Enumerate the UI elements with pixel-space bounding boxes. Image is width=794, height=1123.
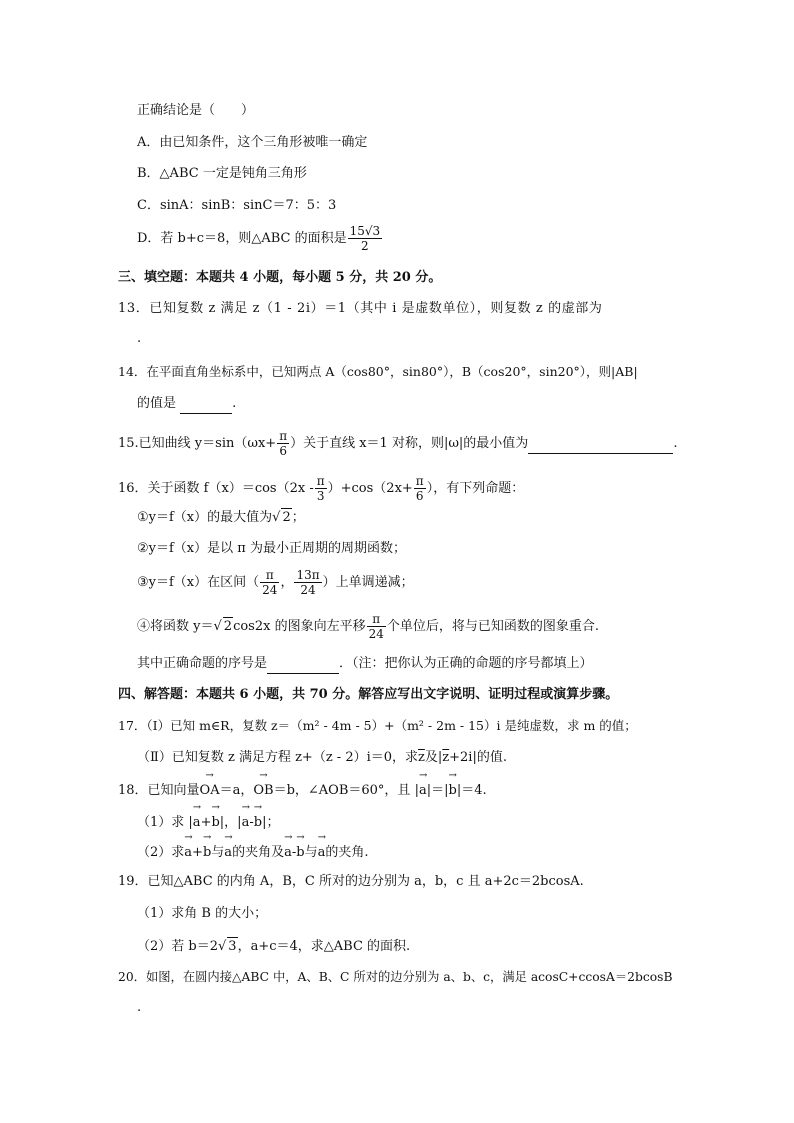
q16-item-3-end: ）上单调递减；	[322, 575, 414, 590]
q16-text-post: ），有下列命题：	[426, 481, 525, 496]
fraction-numerator: π	[415, 474, 424, 488]
q16-item-3-sep: ，	[280, 575, 294, 590]
fraction-denominator: 6	[415, 489, 424, 503]
q14-line2-end: .	[232, 396, 237, 411]
q18-line1	[118, 782, 487, 800]
q16-item-4-mid: cos2x 的图象向左平移	[233, 619, 366, 634]
q13-line2: .	[137, 331, 142, 346]
section-4-heading: 四、解答题：本题共 6 小题，共 70 分。解答应写出文字说明、证明过程或演算步骤。	[118, 687, 619, 702]
q17-line2-text: （Ⅱ）已知复数 z 满足方程 z+（z - 2）i＝0，求	[137, 750, 419, 765]
q15-text-pre: 15.已知曲线 y＝sin（ωx+	[118, 436, 277, 451]
q18-sub1-vector-a: → a	[193, 814, 201, 832]
q15-answer-blank	[528, 435, 673, 454]
fraction-numerator: π	[316, 474, 325, 488]
q16-item-1-sqrt: 2	[282, 510, 291, 525]
q12-option-d-text: D．若 b+c＝8，则△ABC 的面积是	[137, 231, 347, 246]
q20-line2: .	[137, 1000, 142, 1015]
fraction-numerator: π	[279, 429, 288, 443]
q18-vector-oa: → OA	[200, 782, 220, 800]
q19-sub2-sqrt: 3	[228, 939, 237, 954]
q16-fraction-1	[315, 474, 327, 503]
q14-line2	[137, 395, 236, 414]
q18-sub2-vector-a3: → a	[284, 844, 292, 862]
q16-item-2: ②y＝f（x）是以 π 为最小正周期的周期函数；	[137, 541, 406, 556]
q18-sub2-plus: +	[192, 845, 203, 860]
q16-answer-blank	[267, 655, 339, 674]
q18-text-end: |＝4.	[456, 783, 487, 798]
q12-option-c: C．sinA：sinB：sinC＝7：5：3	[137, 198, 337, 213]
q12-option-d-fraction	[348, 224, 383, 253]
q16-item-1-end: ；	[291, 510, 305, 525]
q14-answer-blank	[180, 395, 232, 414]
q18-sub1-plus: +	[200, 815, 212, 830]
q17-line2	[137, 749, 507, 767]
fraction-denominator: 2	[361, 239, 369, 253]
q16-item-4: ④将函数 y＝√ 2cos2x 的图象向左平移 $\frac{\pi}{24}$ 个单位后，将与已知函数的图象重合.	[137, 612, 599, 641]
fraction-denominator: 3	[316, 489, 325, 503]
fraction-numerator: 15√3	[349, 224, 381, 238]
q18-sub2-mid: 的夹角及	[232, 845, 285, 860]
fraction-denominator: 24	[300, 583, 316, 597]
q18-sub2-vector-a2: → a	[224, 844, 232, 862]
q18-sub1-end: |；	[262, 815, 280, 830]
q18-text-eq-a: ＝a，	[219, 783, 254, 798]
q14-line1: 14．在平面直角坐标系中，已知两点 A（cos80°，sin80°），B（cos20°，sin20°），则|AB|	[118, 364, 638, 379]
q17-conj-z: $\overline{z}$	[418, 750, 425, 765]
q16-fraction-2	[414, 474, 426, 503]
q18-sub2	[137, 844, 369, 862]
q12-option-b: B．△ABC 一定是钝角三角形	[137, 166, 307, 181]
q16-item-3-text: ③y＝f（x）在区间（	[137, 575, 260, 590]
q18-vector-a: → a	[419, 782, 427, 800]
q16-answer-note: ．（注：把你认为正确的命题的序号都填上）	[339, 656, 593, 671]
q19-sub2-end: ，a+c＝4，求△ABC 的面积.	[237, 939, 411, 954]
q12-option-d	[137, 224, 383, 253]
q18-sub1-vector-b2: → b	[254, 814, 262, 832]
q18-sub2-with2: 与	[304, 845, 318, 860]
q20-line1: 20．如图，在圆内接△ABC 中，A、B、C 所对的边分别为 a、b、c，满足 acosC+ccosA＝2bcosB	[118, 970, 673, 984]
q16-item-4-end: 个单位后，将与已知函数的图象重合.	[386, 619, 599, 634]
q16-text-pre: 16．关于函数 f（x）＝cos（2x -	[118, 481, 314, 496]
fraction-denominator: 24	[262, 583, 278, 597]
q16-text-mid: ）+cos（2x+	[327, 481, 413, 496]
q17-conj-z-2: $\overline{z}$	[442, 750, 450, 765]
fraction-numerator: π	[367, 612, 386, 627]
q15-line	[118, 429, 677, 458]
q12-stem: 正确结论是（ ）	[137, 103, 255, 118]
q16-item-1: ①y＝f（x）的最大值为√ 2；	[137, 510, 305, 525]
q15-text-end: .	[673, 436, 678, 451]
q19-line1: 19．已知△ABC 的内角 A，B，C 所对的边分别为 a，b，c 且 a+2c＝2bcosA.	[118, 874, 584, 889]
q18-sub2-with: 与	[211, 845, 225, 860]
q18-sub1-vector-a2: → a	[242, 814, 250, 832]
section-3-heading: 三、填空题：本题共 4 小题，每小题 5 分，共 20 分。	[118, 270, 442, 285]
fraction-denominator: 6	[279, 444, 287, 458]
q16-item-4-fraction	[367, 612, 386, 641]
q18-sub2-minus: -	[291, 845, 297, 860]
q18-sub2-vector-b: → b	[203, 844, 211, 862]
fraction-numerator: π	[260, 568, 279, 583]
q14-line2-text: 的值是	[137, 396, 177, 411]
q16-item-3	[137, 568, 414, 597]
q18-sub1-vector-b: → b	[211, 814, 219, 832]
q17-line2-end: +2i|的值.	[449, 750, 507, 765]
fraction-numerator: 13π	[296, 568, 320, 582]
q17-line1: 17．（Ⅰ）已知 m∈R，复数 z＝（m² - 4m - 5）+（m² - 2m - 15）i 是纯虚数，求 m 的值；	[118, 718, 637, 733]
q18-text-pre: 18．已知向量	[118, 783, 200, 798]
q18-sub2-text: （2）求	[137, 845, 185, 860]
q16-answer-text: 其中正确命题的序号是	[137, 656, 268, 671]
q18-vector-b: → b	[448, 782, 456, 800]
q18-sub2-vector-a: → a	[184, 844, 192, 862]
q16-item-1-text: ①y＝f（x）的最大值为	[137, 510, 273, 525]
q18-sub1-mid: |，|	[219, 815, 242, 830]
q16-item-3-fraction-1	[260, 568, 279, 597]
q18-sub2-vector-a4: → a	[318, 844, 326, 862]
q16-stem	[118, 474, 524, 503]
q12-option-a: A．由已知条件，这个三角形被唯一确定	[137, 135, 368, 150]
q17-line2-mid: 及|	[424, 750, 443, 765]
q19-sub2-text: （2）若 b＝2	[137, 939, 218, 954]
q18-text-mid: |＝|	[426, 783, 449, 798]
q15-text-post: ）关于直线 x＝1 对称，则|ω|的最小值为	[290, 436, 529, 451]
q18-sub1	[137, 814, 279, 832]
q18-text-eq-b: ＝b，∠AOB＝60°，且 |	[273, 783, 419, 798]
q16-item-4-text: ④将函数 y＝	[137, 619, 214, 634]
fraction-denominator: 24	[368, 627, 384, 641]
q18-sub2-vector-b3: → b	[296, 844, 304, 862]
q18-vector-ob: → OB	[253, 782, 273, 800]
q16-item-3-fraction-2	[294, 568, 321, 597]
q15-fraction	[277, 429, 289, 458]
q18-sub1-minus: -	[249, 815, 254, 830]
q16-answer	[137, 655, 593, 674]
q19-sub2: （2）若 b＝2√ 3，a+c＝4，求△ABC 的面积.	[137, 939, 411, 954]
q16-item-4-sqrt: 2	[223, 619, 233, 634]
q18-sub2-end: 的夹角.	[325, 845, 369, 860]
q19-sub1: （1）求角 B 的大小；	[137, 906, 268, 921]
q18-sub1-text: （1）求 |	[137, 815, 193, 830]
q13-line1: 13．已知复数 z 满足 z（1 - 2i）＝1（其中 i 是虚数单位），则复数 z 的虚部为	[118, 301, 603, 316]
